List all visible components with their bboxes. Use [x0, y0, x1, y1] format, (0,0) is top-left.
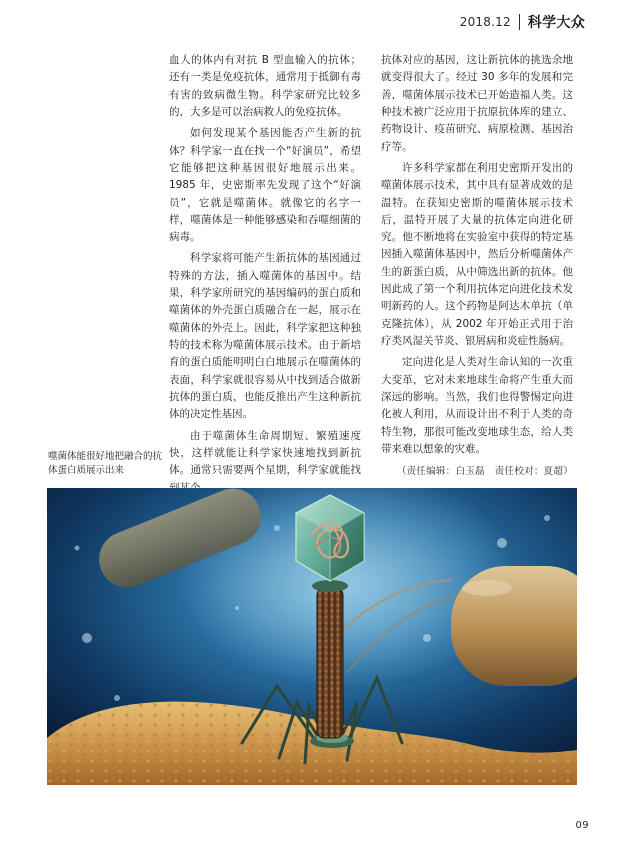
bacteriophage-illustration — [47, 488, 577, 785]
figure-caption: 噬菌体能很好地把融合的抗体蛋白质展示出来 — [48, 451, 163, 476]
article-column-left — [169, 52, 361, 501]
header-divider — [519, 14, 520, 30]
paragraph: 定向进化是人类对生命认知的一次重大变革，它对未来地球生命将产生重大而深远的影响。当然，我们也得警惕定向进化被人利用，从而设计出不利于人类的奇特生物，那很可能改变地球生态，给人类带来难以想象的灾难。 — [381, 356, 573, 455]
paragraph: 血人的体内有对抗 B 型血输入的抗体；还有一类是免疫抗体，通常用于抵御有毒有害的致病微生物。科学家研究比较多的，大多是可以治病救人的免疫抗体。 — [169, 54, 361, 118]
paragraph: 抗体对应的基因，这让新抗体的挑选余地就变得很大了。经过 30 多年的发展和完善，噬菌体展示技术已开始造福人类。这种技术被广泛应用于抗原抗体库的建立、药物设计、疫苗研究、病原检测、基因治疗等。 — [381, 54, 573, 153]
magazine-title: 科学大众 — [527, 15, 585, 31]
page-header — [460, 12, 585, 32]
page-number: 09 — [575, 820, 589, 831]
paragraph: 科学家将可能产生新抗体的基因通过特殊的方法，插入噬菌体的基因中。结果，科学家所研究的基因编码的蛋白质和噬菌体的外壳蛋白质融合在一起，展示在噬菌体的外壳上。因此，科学家把这种独特的技术称为噬菌体展示技术。由于新培育的蛋白质能明明白白地展示在噬菌体的表面，科学家就很容易从中找到适合做新抗体的蛋白质，也能反推出产生这种新抗体的决定性基因。 — [169, 252, 361, 421]
article-column-right — [381, 52, 573, 480]
paragraph: 由于噬菌体生命周期短、繁殖速度快，这样就能让科学家快速地找到新抗体。通常只需要两个星期，科学家就能找 — [169, 429, 361, 477]
paragraph: 如何发现某个基因能否产生新的抗体？科学家一直在找一个“好演员”，希望它能够把这种基因很好地展示出来。1985 年，史密斯率先发现了这个“好演员”，它就是噬菌体。就像它的名字一样，噬菌体是一种能够感染和吞噬细菌的病毒。 — [169, 127, 361, 244]
issue-number: 2018.12 — [459, 15, 511, 29]
paragraph: 许多科学家都在利用史密斯开发出的噬菌体展示技术，其中具有显著成效的是温特。在获知史密斯的噬菌体展示技术后，温特开展了大量的抗体定向进化研究。他不断地将在实验室中获得的特定基因插入噬菌体基因中，然后分析噬菌体产生的新蛋白质，从中筛选出新的抗体。他因此成了第一个利用抗体定向进化技术发明新药的人。这个药物是阿达木单抗（单克隆抗体），从 2002 年开始正式用于治疗类风湿关节炎、银屑病和炎症性肠病。 — [381, 161, 573, 347]
editor-credits: （责任编辑：白玉磊 责任校对：夏超） — [396, 466, 573, 478]
